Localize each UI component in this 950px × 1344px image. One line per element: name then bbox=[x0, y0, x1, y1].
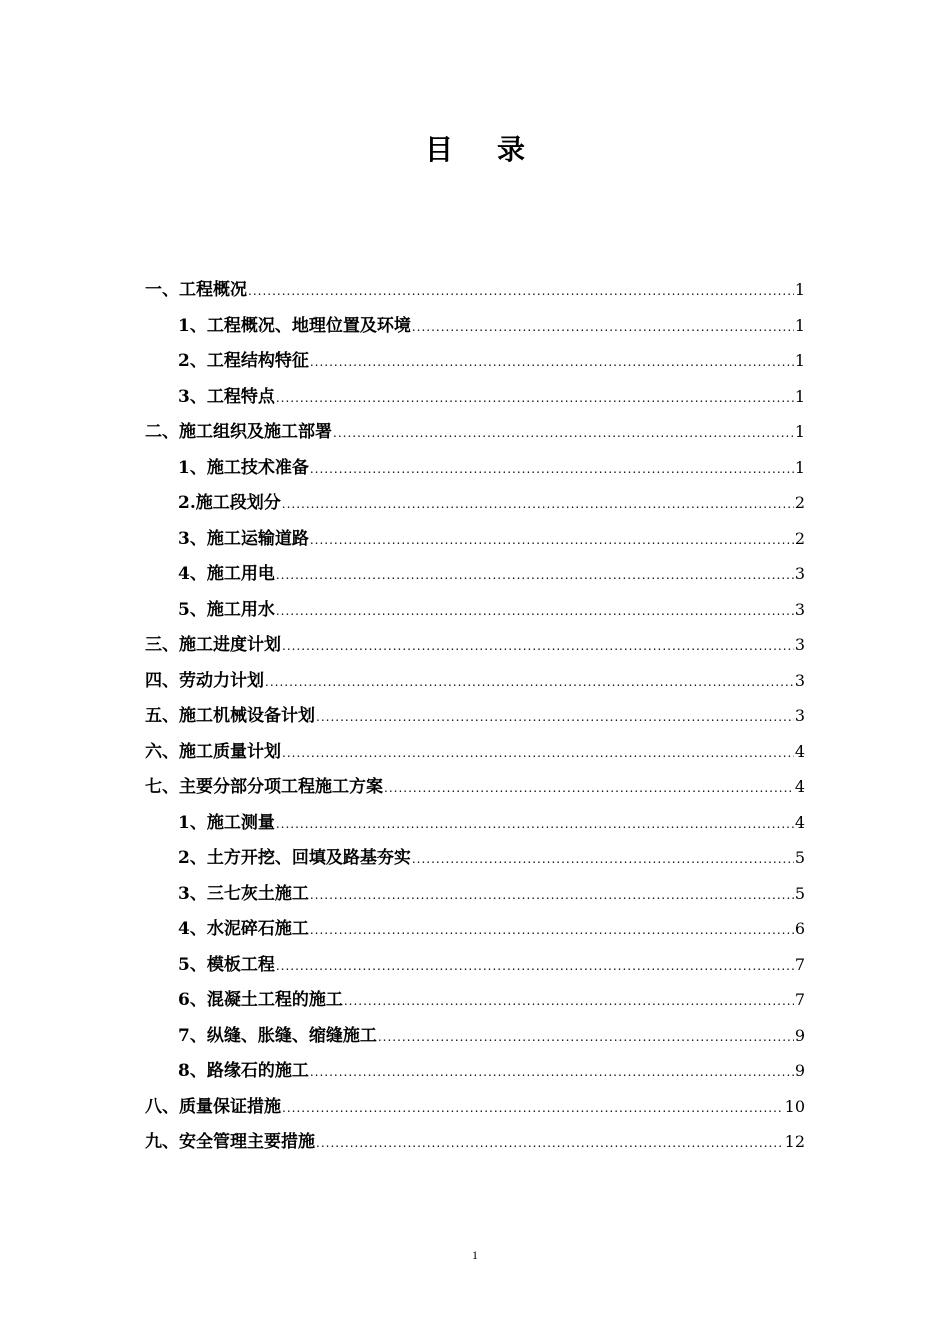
toc-entry-page: 1 bbox=[794, 422, 805, 441]
toc-dot-leader bbox=[412, 842, 794, 878]
toc-dot-leader bbox=[276, 949, 794, 985]
toc-entry-page: 5 bbox=[794, 883, 805, 903]
toc-entry-label: 3、施工运输道路 bbox=[178, 528, 309, 549]
toc-entry-page: 1 bbox=[794, 457, 805, 477]
toc-entry-label: 4、水泥碎石施工 bbox=[178, 919, 309, 939]
toc-entry-page: 2 bbox=[794, 493, 805, 512]
toc-entry-label: 5、施工用水 bbox=[178, 599, 275, 620]
toc-entry[interactable] bbox=[145, 272, 805, 308]
toc-dot-leader bbox=[378, 1020, 794, 1056]
toc-dot-leader bbox=[248, 274, 794, 310]
toc-entry-page: 1 bbox=[794, 315, 805, 335]
toc-entry[interactable] bbox=[145, 485, 805, 521]
toc-entry-label: 六、施工质量计划 bbox=[145, 741, 281, 762]
toc-entry-page: 4 bbox=[794, 812, 805, 832]
toc-entry[interactable] bbox=[145, 1018, 805, 1054]
toc-dot-leader bbox=[310, 345, 794, 381]
toc-entry[interactable] bbox=[145, 521, 805, 557]
toc-entry-label: 五、施工机械设备计划 bbox=[145, 706, 315, 726]
toc-entry[interactable] bbox=[145, 734, 805, 770]
toc-entry-label: 2、工程结构特征 bbox=[178, 351, 309, 371]
toc-entry[interactable] bbox=[145, 450, 805, 486]
toc-entry-page: 4 bbox=[794, 741, 805, 761]
toc-entry[interactable] bbox=[145, 556, 805, 592]
toc-dot-leader bbox=[316, 700, 794, 736]
toc-entry-page: 3 bbox=[794, 599, 805, 619]
toc-entry-label: 九、安全管理主要措施 bbox=[145, 1132, 315, 1152]
toc-entry-label: 三、施工进度计划 bbox=[145, 635, 281, 655]
toc-entry-label: 八、质量保证措施 bbox=[145, 1096, 281, 1117]
toc-entry-page: 3 bbox=[794, 706, 805, 725]
toc-dot-leader bbox=[310, 523, 794, 559]
toc-entry-label: 4、施工用电 bbox=[178, 564, 275, 584]
toc-entry-page: 3 bbox=[794, 564, 805, 583]
toc-entry-page: 9 bbox=[794, 1025, 805, 1045]
document-title: 目录 bbox=[424, 133, 569, 166]
toc-entry-label: 1、施工技术准备 bbox=[178, 457, 309, 478]
toc-dot-leader bbox=[310, 452, 794, 488]
toc-entry-page: 1 bbox=[794, 280, 805, 299]
toc-entry[interactable] bbox=[145, 414, 805, 450]
toc-entry[interactable] bbox=[145, 982, 805, 1018]
toc-entry-page: 9 bbox=[794, 1061, 805, 1080]
toc-entry-page: 4 bbox=[794, 777, 805, 796]
toc-dot-leader bbox=[333, 416, 794, 452]
toc-dot-leader bbox=[310, 878, 794, 914]
toc-entry[interactable] bbox=[145, 1053, 805, 1089]
toc-entry[interactable] bbox=[145, 1089, 805, 1125]
toc-dot-leader bbox=[384, 771, 794, 807]
toc-entry-label: 2、土方开挖、回填及路基夯实 bbox=[178, 848, 411, 868]
toc-entry-page: 3 bbox=[794, 670, 805, 690]
toc-entry[interactable] bbox=[145, 947, 805, 983]
toc-entry-label: 1、工程概况、地理位置及环境 bbox=[178, 315, 411, 336]
toc-dot-leader bbox=[344, 984, 794, 1020]
table-of-contents bbox=[145, 272, 805, 1160]
toc-entry[interactable] bbox=[145, 876, 805, 912]
toc-dot-leader bbox=[276, 381, 794, 417]
toc-entry[interactable] bbox=[145, 627, 805, 663]
toc-dot-leader bbox=[265, 665, 794, 701]
toc-dot-leader bbox=[282, 1091, 784, 1127]
toc-entry-label: 一、工程概况 bbox=[145, 280, 247, 300]
toc-dot-leader bbox=[310, 1055, 794, 1091]
toc-entry-page: 5 bbox=[794, 848, 805, 867]
toc-entry-label: 二、施工组织及施工部署 bbox=[145, 422, 332, 442]
toc-entry[interactable] bbox=[145, 769, 805, 805]
toc-dot-leader bbox=[282, 629, 794, 665]
toc-dot-leader bbox=[282, 736, 794, 772]
toc-entry-label: 四、劳动力计划 bbox=[145, 670, 264, 691]
toc-entry-label: 2.施工段划分 bbox=[178, 493, 281, 513]
toc-dot-leader bbox=[276, 594, 794, 630]
toc-entry-page: 7 bbox=[794, 990, 805, 1009]
toc-entry-label: 1、施工测量 bbox=[178, 812, 275, 833]
page-number: 1 bbox=[472, 1248, 478, 1262]
toc-entry-page: 1 bbox=[794, 386, 805, 406]
toc-entry[interactable] bbox=[145, 911, 805, 947]
toc-entry-page: 2 bbox=[794, 528, 805, 548]
toc-entry[interactable] bbox=[145, 1124, 805, 1160]
toc-entry-label: 3、工程特点 bbox=[178, 386, 275, 407]
toc-entry[interactable] bbox=[145, 840, 805, 876]
toc-entry-page: 10 bbox=[784, 1096, 805, 1116]
toc-entry[interactable] bbox=[145, 379, 805, 415]
toc-entry-page: 6 bbox=[794, 919, 805, 938]
toc-entry-label: 8、路缘石的施工 bbox=[178, 1061, 309, 1081]
toc-dot-leader bbox=[276, 807, 794, 843]
toc-entry[interactable] bbox=[145, 343, 805, 379]
toc-entry-label: 七、主要分部分项工程施工方案 bbox=[145, 777, 383, 797]
toc-entry[interactable] bbox=[145, 663, 805, 699]
toc-dot-leader bbox=[282, 487, 794, 523]
toc-entry-label: 3、三七灰土施工 bbox=[178, 883, 309, 904]
toc-entry[interactable] bbox=[145, 698, 805, 734]
toc-entry[interactable] bbox=[145, 592, 805, 628]
toc-entry-label: 7、纵缝、胀缝、缩缝施工 bbox=[178, 1025, 377, 1046]
toc-dot-leader bbox=[276, 558, 794, 594]
toc-entry[interactable] bbox=[145, 308, 805, 344]
toc-entry-page: 12 bbox=[784, 1132, 805, 1151]
toc-entry[interactable] bbox=[145, 805, 805, 841]
toc-dot-leader bbox=[310, 913, 794, 949]
toc-dot-leader bbox=[412, 310, 794, 346]
toc-entry-page: 1 bbox=[794, 351, 805, 370]
toc-entry-label: 5、模板工程 bbox=[178, 954, 275, 975]
toc-dot-leader bbox=[316, 1126, 784, 1162]
toc-entry-page: 7 bbox=[794, 954, 805, 974]
toc-entry-page: 3 bbox=[794, 635, 805, 654]
toc-entry-label: 6、混凝土工程的施工 bbox=[178, 990, 343, 1010]
